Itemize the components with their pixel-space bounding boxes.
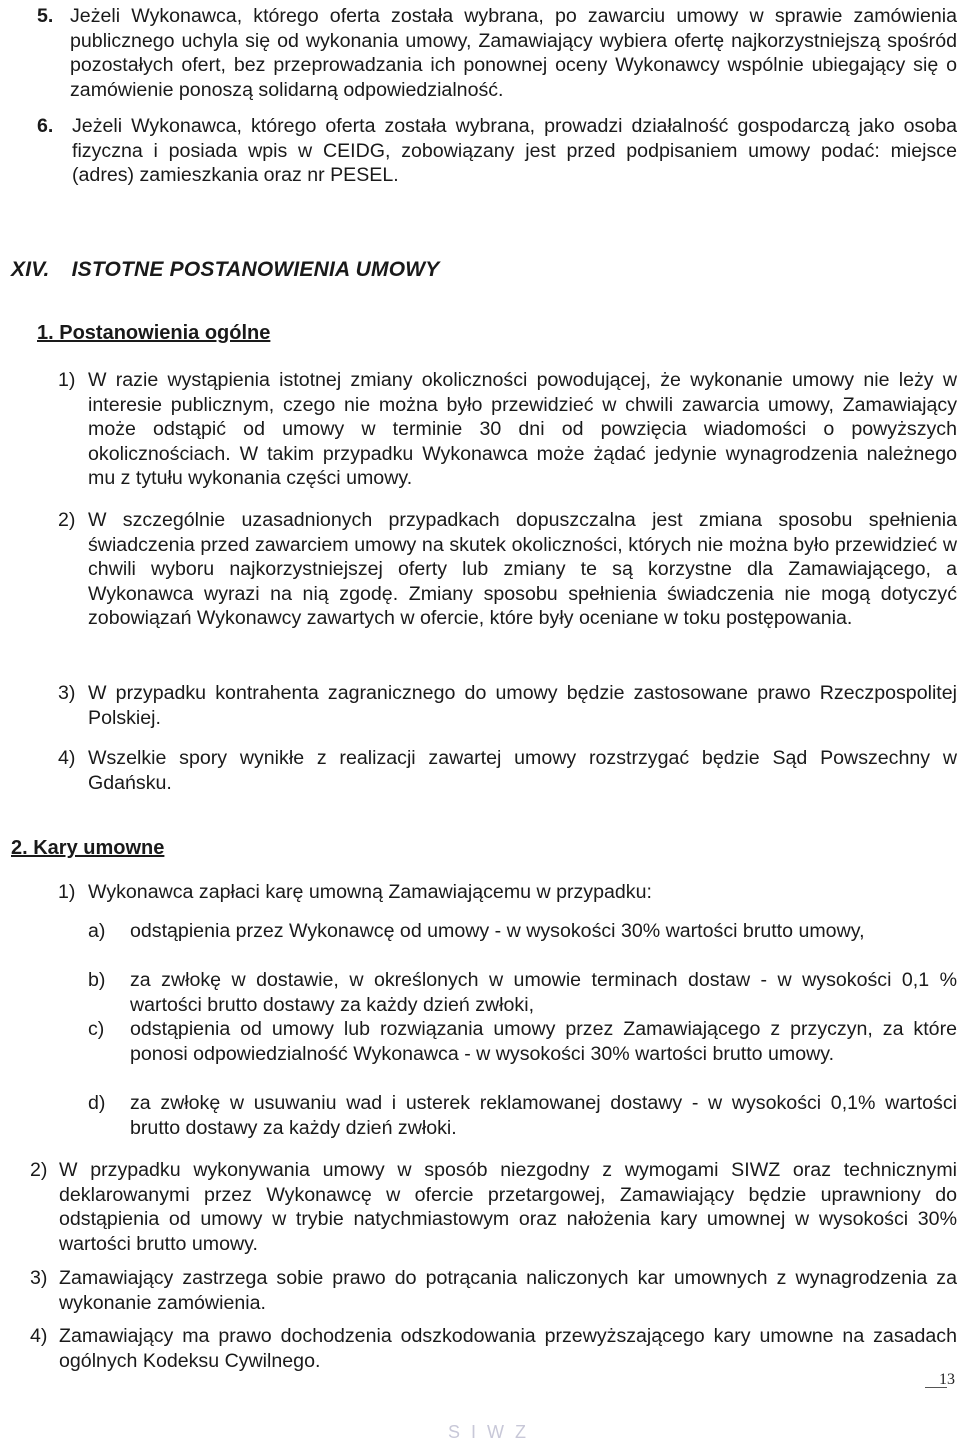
subitem-b-letter: b) bbox=[88, 969, 106, 991]
part-2-item-1-text: Wykonawca zapłaci karę umowną Zamawiającemu w przypadku: bbox=[88, 881, 652, 903]
part-2-item-3-number: 3) bbox=[30, 1267, 48, 1289]
part-2-item-4-text: Zamawiający ma prawo dochodzenia odszkodowania przewyższającego kary umowne na zasadach ogólnych Kodeksu Cywilnego. bbox=[59, 1325, 957, 1372]
section-6-text: Jeżeli Wykonawca, którego oferta została wybrana, prowadzi działalność gospodarczą jako osoba fizyczna i posiada wpis w CEIDG, zobowiązany jest przed podpisaniem umowy podać: miejsce (adres) zamieszkania oraz nr PESEL. bbox=[72, 115, 957, 186]
chapter-heading bbox=[11, 258, 439, 283]
subitem-a-letter: a) bbox=[88, 920, 106, 942]
section-6-number: 6. bbox=[37, 115, 54, 137]
subitem-a-text: odstąpienia przez Wykonawcę od umowy - w wysokości 30% wartości brutto umowy, bbox=[130, 920, 865, 942]
subitem-c-text: odstąpienia od umowy lub rozwiązania umowy przez Zamawiającego z przyczyn, za które ponosi odpowiedzialność Wykonawca - w wysokości 30% wartości brutto umowy. bbox=[130, 1018, 957, 1065]
part-2-item-2-number: 2) bbox=[30, 1159, 48, 1181]
part-1-title: 1. Postanowienia ogólne bbox=[37, 322, 271, 344]
section-5-number: 5. bbox=[37, 5, 54, 27]
footer-divider bbox=[925, 1387, 947, 1388]
part-1-item-3-text: W przypadku kontrahenta zagranicznego do umowy będzie zastosowane prawo Rzeczpospolitej Polskiej. bbox=[88, 682, 957, 729]
part-1-item-4-text: Wszelkie spory wynikłe z realizacji zawartej umowy rozstrzygać będzie Sąd Powszechny w Gdańsku. bbox=[88, 747, 957, 794]
subitem-b-text: za zwłokę w dostawie, w określonych w umowie terminach dostaw - w wysokości 0,1 % wartości brutto dostawy za każdy dzień zwłoki, bbox=[130, 969, 957, 1016]
part-2-item-3-text: Zamawiający zastrzega sobie prawo do potrącania naliczonych kar umownych z wynagrodzenia za wykonanie zamówienia. bbox=[59, 1267, 957, 1314]
footer-label: S I W Z bbox=[448, 1422, 529, 1442]
part-1-item-2-text: W szczególnie uzasadnionych przypadkach dopuszczalna jest zmiana sposobu spełnienia świadczenia przed zawarciem umowy na skutek okoliczności, których nie można było przewidzieć w chwili wyboru najkorzystniejszej oferty lub zmiany te są korzystne dla Zamawiającego, a Wykonawca wyrazi na nią zgodę. Zmiany sposobu spełnienia świadczenia nie mogą dotyczyć zobowiązań Wykonawcy zawartych w ofercie, które były oceniane w toku postępowania. bbox=[88, 509, 957, 629]
part-1-item-4-number: 4) bbox=[58, 747, 76, 769]
part-1-item-1-text: W razie wystąpienia istotnej zmiany okoliczności powodującej, że wykonanie umowy nie leży w interesie publicznym, czego nie można było przewidzieć w chwili zawarcia umowy, Zamawiający może odstąpić od umowy w terminie 30 dni od powzięcia wiadomości o powyższych okolicznościach. W takim przypadku Wykonawca może żądać jedynie wynagrodzenia należnego mu z tytułu wykonania części umowy. bbox=[88, 369, 957, 489]
part-2-item-2-text: W przypadku wykonywania umowy w sposób niezgodny z wymogami SIWZ oraz technicznymi deklarowanymi przez Wykonawcę w ofercie przetargowej, Zamawiający będzie uprawniony do odstąpienia od umowy w trybie natychmiastowym oraz nałożenia kary umownej w wysokości 30% wartości brutto umowy. bbox=[59, 1159, 957, 1255]
subitem-d-text: za zwłokę w usuwaniu wad i usterek reklamowanej dostawy - w wysokości 0,1% wartości brutto dostawy za każdy dzień zwłoki. bbox=[130, 1092, 957, 1139]
part-2-item-1-number: 1) bbox=[58, 881, 76, 903]
section-5-text: Jeżeli Wykonawca, którego oferta została wybrana, po zawarciu umowy w sprawie zamówienia publicznego uchyla się od wykonania umowy, Zamawiający wybiera ofertę najkorzystniejszą spośród pozostałych ofert, bez przeprowadzania ich ponownej oceny Wykonawcy wspólnie ubiegający się o zamówienie ponoszą solidarną odpowiedzialność. bbox=[70, 5, 957, 101]
part-1-item-1-number: 1) bbox=[58, 369, 76, 391]
part-2-title: 2. Kary umowne bbox=[11, 837, 165, 859]
chapter-title: ISTOTNE POSTANOWIENIA UMOWY bbox=[71, 258, 440, 281]
subitem-d-letter: d) bbox=[88, 1092, 106, 1114]
part-1-item-3-number: 3) bbox=[58, 682, 76, 704]
part-1-item-2-number: 2) bbox=[58, 509, 76, 531]
chapter-number: XIV. bbox=[11, 258, 50, 281]
page-number: 13 bbox=[939, 1371, 955, 1388]
subitem-c-letter: c) bbox=[88, 1018, 105, 1040]
part-2-item-4-number: 4) bbox=[30, 1325, 48, 1347]
